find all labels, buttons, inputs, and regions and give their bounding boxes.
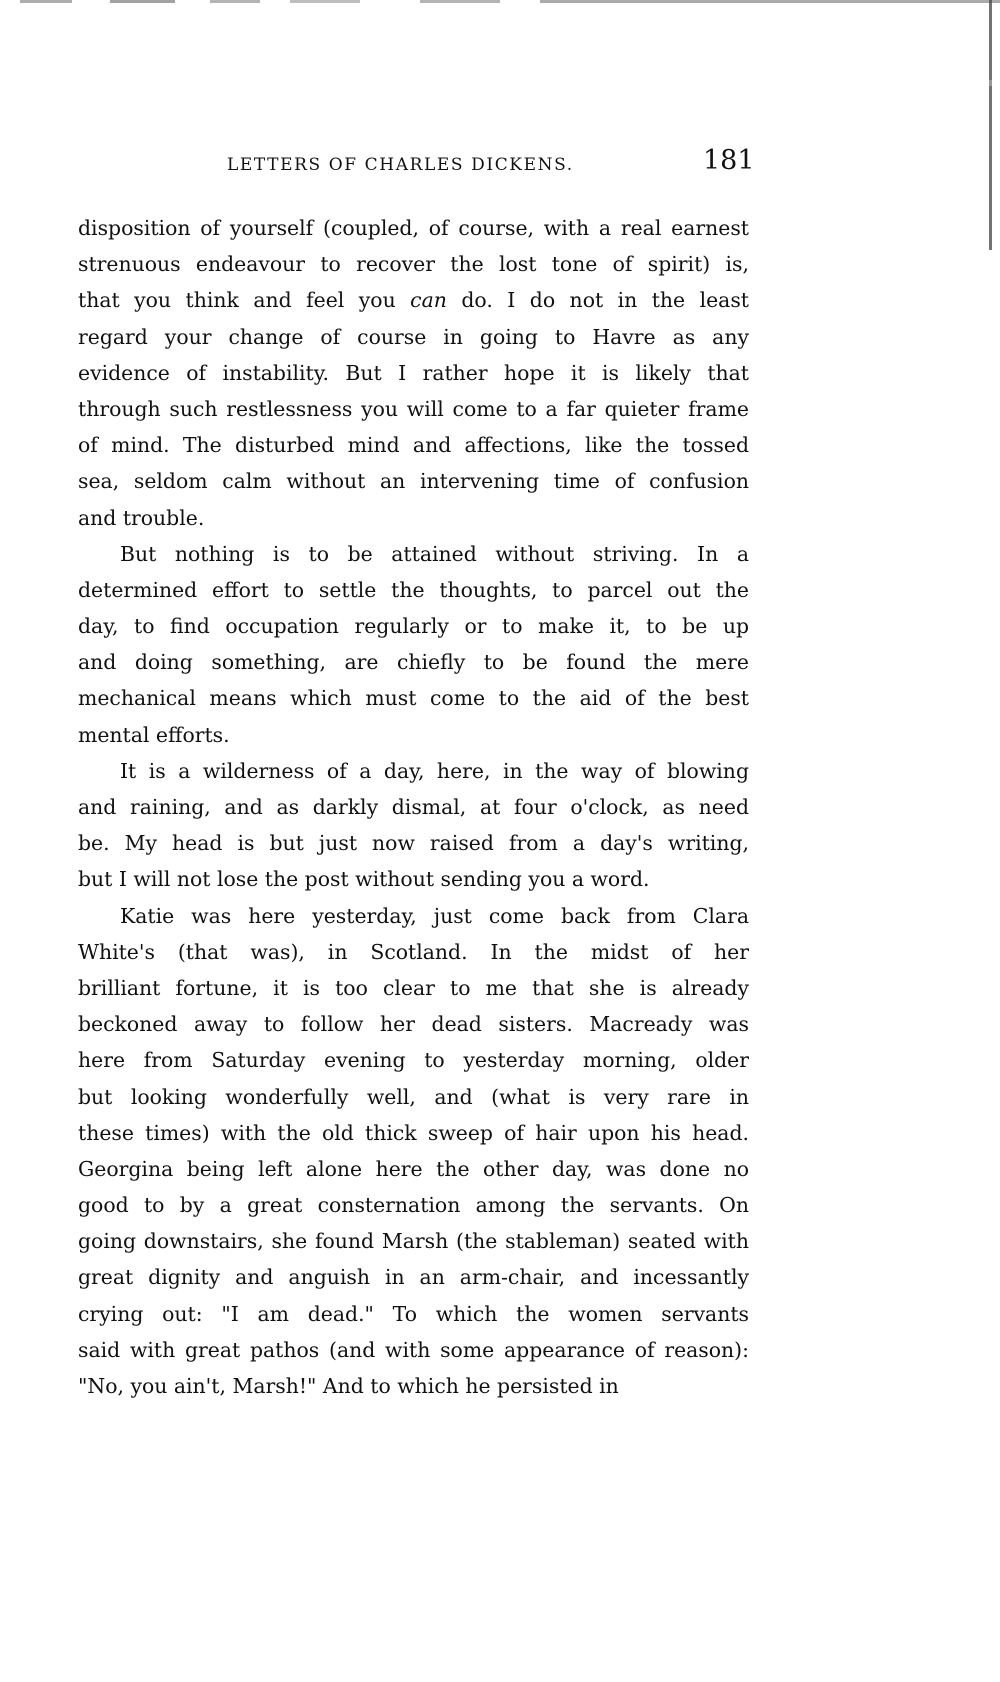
text-line: crying out: "I am dead." To which the women servants [78, 1301, 749, 1326]
text-line: mechanical means which must come to the aid of the best [78, 686, 749, 711]
text-line: of mind. The disturbed mind and affections, like the tossed [78, 433, 749, 458]
text-line: brilliant fortune, it is too clear to me that she is already [78, 975, 749, 1000]
text-line: but looking wonderfully well, and (what is very rare in [78, 1084, 749, 1109]
text-line: here from Saturday evening to yesterday morning, older [78, 1048, 749, 1073]
text-line: It is a wilderness of a day, here, in the way of blowing [120, 758, 749, 783]
text-line: these times) with the old thick sweep of hair upon his head. [78, 1120, 749, 1145]
text-line: White's (that was), in Scotland. In the midst of her [78, 939, 749, 964]
text-line: beckoned away to follow her dead sisters. Macready was [78, 1012, 749, 1037]
paragraph [78, 753, 749, 898]
running-head [0, 145, 800, 185]
text-line: disposition of yourself (coupled, of course, with a real earnest [78, 216, 749, 240]
text-line: going downstairs, she found Marsh (the stableman) seated with [78, 1229, 749, 1254]
text-line: sea, seldom calm without an intervening time of confusion [78, 469, 749, 494]
paragraph [78, 898, 749, 1405]
text-line: Georgina being left alone here the other day, was done no [78, 1156, 749, 1181]
text-line: and raining, and as darkly dismal, at four o'clock, as need [78, 795, 749, 819]
text-line: regard your change of course in going to Havre as any [78, 324, 749, 349]
text-line: through such restlessness you will come to a far quieter frame [78, 396, 749, 421]
text-line: and doing something, are chiefly to be found the mere [78, 650, 749, 675]
text-line: said with great pathos (and with some appearance of reason): [78, 1337, 749, 1362]
text-line: but I will not lose the post without sending you a word. [78, 867, 650, 892]
scan-margin-tick [989, 80, 992, 86]
running-title: LETTERS OF CHARLES DICKENS. [227, 155, 574, 175]
scan-margin-line [989, 0, 992, 250]
letter-body [78, 210, 749, 1404]
text-line: Katie was here yesterday, just come back from Clara [120, 903, 749, 928]
text-line: good to by a great consternation among the servants. On [78, 1193, 749, 1218]
paragraph [78, 210, 749, 536]
paragraph [78, 536, 749, 753]
text-line: day, to find occupation regularly or to make it, to be up [78, 614, 749, 639]
text-line: determined effort to settle the thoughts, to parcel out the [78, 577, 749, 602]
scan-edge-artifact [0, 0, 1000, 10]
text-line: that you think and feel you can do. I do not in the least [78, 288, 749, 313]
page-number: 181 [703, 145, 755, 176]
text-line: be. My head is but just now raised from a day's writing, [78, 831, 749, 856]
text-line: strenuous endeavour to recover the lost tone of spirit) is, [78, 252, 749, 277]
text-line: But nothing is to be attained without striving. In a [120, 541, 749, 566]
text-line: mental efforts. [78, 722, 230, 747]
text-line: "No, you ain't, Marsh!" And to which he persisted in [78, 1374, 619, 1398]
text-line: great dignity and anguish in an arm-chair, and incessantly [78, 1265, 749, 1290]
text-line: and trouble. [78, 505, 205, 530]
text-line: evidence of instability. But I rather hope it is likely that [78, 360, 749, 385]
